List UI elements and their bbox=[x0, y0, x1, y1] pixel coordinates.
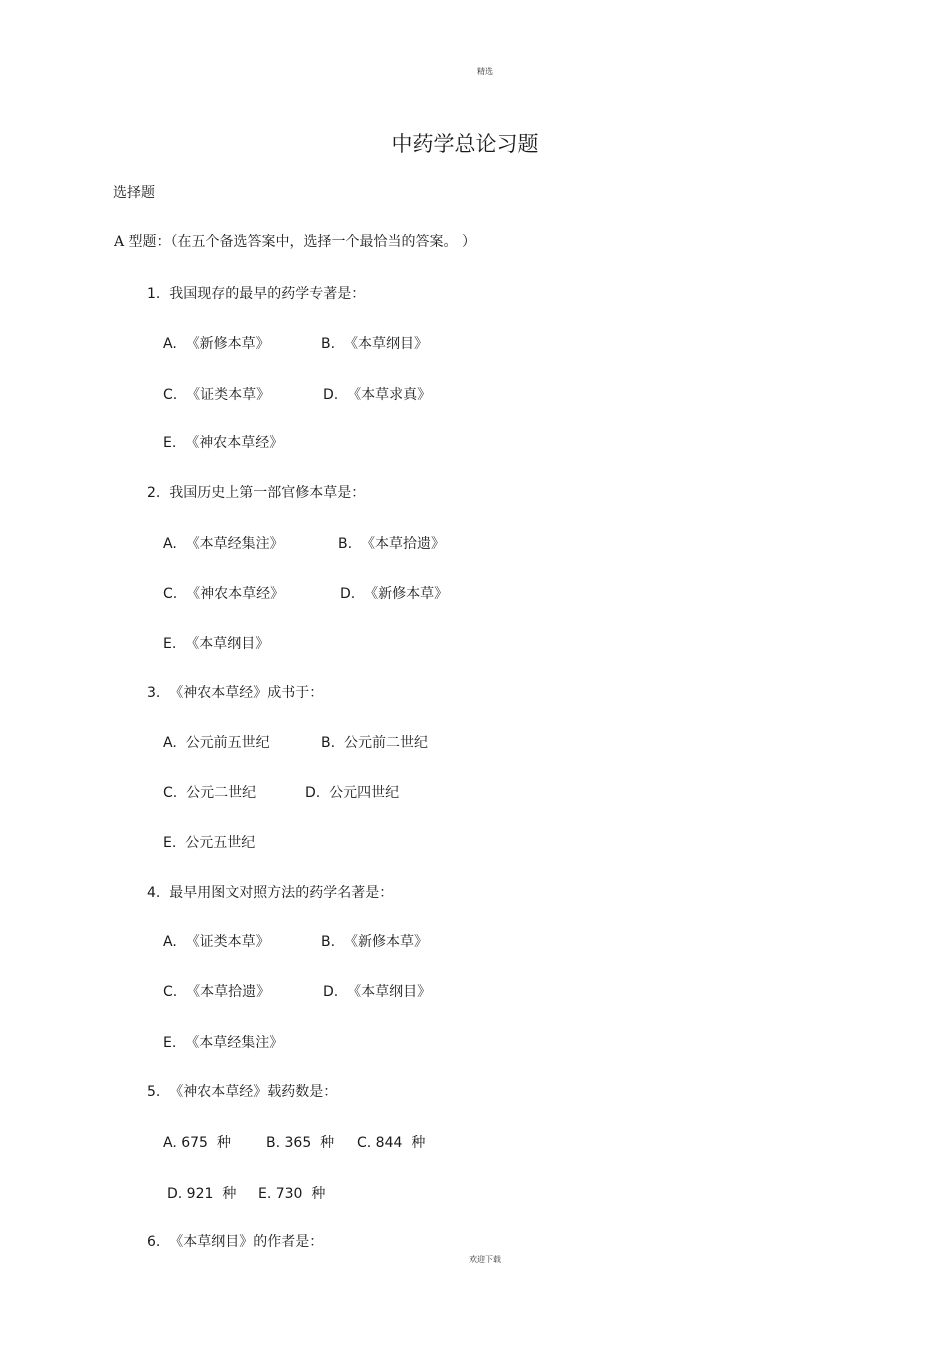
question-number: 6. bbox=[147, 1234, 161, 1250]
option-letter: A. bbox=[163, 536, 177, 552]
option-4e bbox=[163, 1032, 283, 1052]
option-3e bbox=[163, 832, 255, 852]
option-1c bbox=[163, 384, 270, 404]
option-letter: A. bbox=[163, 934, 177, 950]
question-text: 我国历史上第一部官修本草是： bbox=[169, 485, 366, 501]
option-letter: B. bbox=[321, 735, 336, 751]
option-letter: A. 675 bbox=[163, 1135, 208, 1151]
question-number: 4. bbox=[147, 885, 161, 901]
option-text: 《本草纲目》 bbox=[347, 984, 432, 1000]
option-1a bbox=[163, 333, 270, 353]
question-6 bbox=[147, 1231, 323, 1251]
option-3c bbox=[163, 782, 256, 802]
question-4 bbox=[147, 882, 393, 902]
option-2b bbox=[338, 533, 445, 553]
option-text: 种 bbox=[320, 1135, 335, 1151]
option-letter: B. bbox=[321, 934, 336, 950]
option-1e bbox=[163, 432, 283, 452]
option-text: 公元前五世纪 bbox=[185, 735, 270, 751]
question-number: 5. bbox=[147, 1084, 161, 1100]
question-1 bbox=[147, 283, 365, 303]
option-4b bbox=[321, 931, 428, 951]
option-letter: A. bbox=[163, 336, 177, 352]
question-text: 《神农本草经》成书于： bbox=[169, 685, 324, 701]
option-letter: C. bbox=[163, 785, 178, 801]
option-4a bbox=[163, 931, 270, 951]
section-heading: 选择题 bbox=[113, 185, 155, 201]
option-text: 《证类本草》 bbox=[185, 934, 270, 950]
option-2e bbox=[163, 633, 269, 653]
question-text: 《本草纲目》的作者是： bbox=[169, 1234, 324, 1250]
option-2a bbox=[163, 533, 284, 553]
option-4c bbox=[163, 981, 270, 1001]
option-letter: D. bbox=[340, 586, 356, 602]
option-text: 《本草拾遗》 bbox=[360, 536, 445, 552]
option-text: 《神农本草经》 bbox=[186, 586, 285, 602]
option-text: 种 bbox=[411, 1135, 426, 1151]
page-title: 中药学总论习题 bbox=[391, 132, 539, 156]
instruction-text: A 型题：（在五个备选答案中，选择一个最恰当的答案。 ） bbox=[114, 234, 477, 250]
option-text: 《本草拾遗》 bbox=[186, 984, 271, 1000]
option-letter: A. bbox=[163, 735, 177, 751]
option-5c bbox=[357, 1132, 425, 1152]
option-text: 公元五世纪 bbox=[185, 835, 256, 851]
option-letter: D. bbox=[323, 387, 339, 403]
option-text: 《本草经集注》 bbox=[185, 536, 284, 552]
option-4d bbox=[323, 981, 431, 1001]
option-letter: E. bbox=[163, 435, 177, 451]
option-text: 公元前二世纪 bbox=[343, 735, 428, 751]
option-letter: D. bbox=[323, 984, 339, 1000]
option-text: 《证类本草》 bbox=[186, 387, 271, 403]
question-3 bbox=[147, 682, 323, 702]
option-letter: E. bbox=[163, 835, 177, 851]
question-text: 我国现存的最早的药学专著是： bbox=[169, 286, 366, 302]
option-5b bbox=[266, 1132, 334, 1152]
page-header: 精选 bbox=[477, 67, 493, 76]
option-3b bbox=[321, 732, 428, 752]
option-1d bbox=[323, 384, 431, 404]
option-text: 《本草经集注》 bbox=[185, 1035, 284, 1051]
option-3a bbox=[163, 732, 270, 752]
option-letter: B. 365 bbox=[266, 1135, 312, 1151]
option-text: 公元二世纪 bbox=[186, 785, 257, 801]
option-text: 《新修本草》 bbox=[343, 934, 428, 950]
option-3d bbox=[305, 782, 399, 802]
option-5a bbox=[163, 1132, 231, 1152]
option-text: 《本草纲目》 bbox=[343, 336, 428, 352]
option-text: 《新修本草》 bbox=[364, 586, 449, 602]
option-text: 《本草纲目》 bbox=[185, 636, 270, 652]
option-letter: B. bbox=[338, 536, 353, 552]
option-text: 《神农本草经》 bbox=[185, 435, 284, 451]
question-2 bbox=[147, 482, 365, 502]
question-number: 2. bbox=[147, 485, 161, 501]
option-letter: D. bbox=[305, 785, 321, 801]
option-text: 《本草求真》 bbox=[347, 387, 432, 403]
option-2d bbox=[340, 583, 448, 603]
option-1b bbox=[321, 333, 428, 353]
option-letter: E. bbox=[163, 1035, 177, 1051]
option-letter: B. bbox=[321, 336, 336, 352]
option-text: 种 bbox=[311, 1186, 326, 1202]
question-number: 3. bbox=[147, 685, 161, 701]
option-letter: E. 730 bbox=[258, 1186, 303, 1202]
option-letter: C. bbox=[163, 387, 178, 403]
question-text: 《神农本草经》载药数是： bbox=[169, 1084, 338, 1100]
option-letter: C. bbox=[163, 586, 178, 602]
option-5e bbox=[258, 1183, 325, 1203]
option-text: 种 bbox=[222, 1186, 237, 1202]
option-2c bbox=[163, 583, 284, 603]
option-letter: C. 844 bbox=[357, 1135, 403, 1151]
option-5d bbox=[167, 1183, 236, 1203]
option-text: 《新修本草》 bbox=[185, 336, 270, 352]
option-letter: C. bbox=[163, 984, 178, 1000]
option-letter: E. bbox=[163, 636, 177, 652]
option-letter: D. 921 bbox=[167, 1186, 214, 1202]
option-text: 公元四世纪 bbox=[329, 785, 400, 801]
option-text: 种 bbox=[216, 1135, 231, 1151]
question-text: 最早用图文对照方法的药学名著是： bbox=[169, 885, 394, 901]
question-5 bbox=[147, 1081, 337, 1101]
question-number: 1. bbox=[147, 286, 161, 302]
page-footer: 欢迎下载 bbox=[469, 1255, 501, 1264]
